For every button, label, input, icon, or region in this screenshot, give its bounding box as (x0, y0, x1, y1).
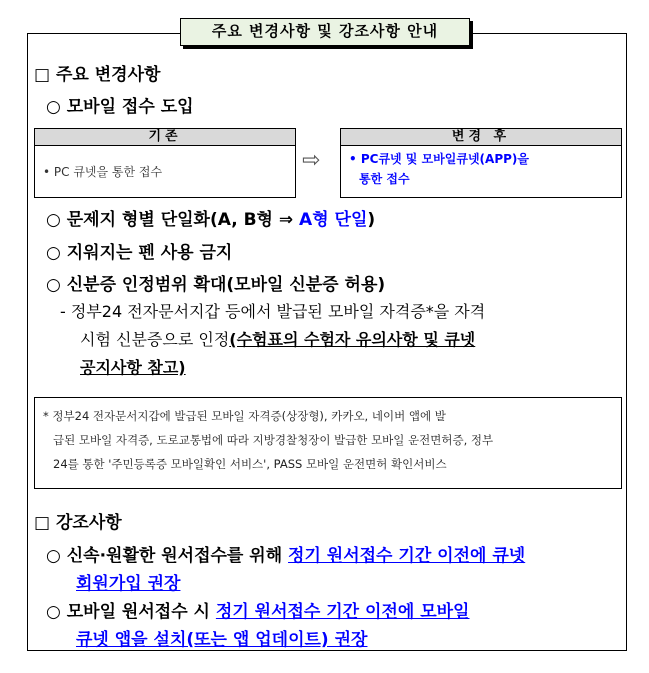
detail-line2-bold: (수험표의 수험자 유의사항 및 큐넷 (229, 330, 476, 349)
after-text-line1: • PC큐넷 및 모바일큐넷(APP)을 (349, 152, 529, 166)
item-single-test-type (46, 205, 375, 230)
after-label: 변경 후 (340, 128, 622, 146)
before-label: 기존 (34, 128, 296, 146)
emphasis-item2-link1: 정기 원서접수 기간 이전에 모바일 (215, 602, 470, 622)
arrow-icon: ⇨ (302, 148, 321, 173)
item-erasable-pen-ban: ○ 지워지는 펜 사용 금지 (46, 243, 233, 263)
footnote-line3: 24를 통한 '주민등록증 모바일확인 서비스', PASS 모바일 운전면허 확인서비스 (53, 457, 447, 471)
item-mobile-application: ○ 모바일 접수 도입 (46, 97, 194, 117)
emphasis-item1-link2: 회원가입 권장 (76, 574, 181, 594)
detail-line3: 공지사항 참고) (80, 358, 186, 377)
emphasis-item2-plain: ○ 모바일 원서접수 시 (46, 602, 216, 622)
after-box (340, 146, 622, 198)
footnote-box (34, 397, 622, 489)
detail-line1: - 정부24 전자문서지갑 등에서 발급된 모바일 자격증*을 자격 (60, 302, 486, 321)
detail-line2-plain: 시험 신분증으로 인정 (80, 330, 230, 349)
item2-prefix: ○ 문제지 형별 단일화(A, B형 ⇒ (46, 210, 300, 230)
footnote-line1: * 정부24 전자문서지갑에 발급된 모바일 자격증(상장형), 카카오, 네이버 앱에 발 (43, 409, 446, 423)
emphasis-item2-link2: 큐넷 앱을 설치(또는 앱 업데이트) 권장 (76, 630, 368, 650)
section-emphasis-heading: □ 강조사항 (34, 513, 122, 533)
notice-title: 주요 변경사항 및 강조사항 안내 (180, 18, 470, 46)
after-text-line2: 통한 접수 (359, 172, 410, 186)
detail-line2 (60, 326, 620, 354)
emphasis-item2 (46, 598, 622, 654)
emphasis-item1 (46, 542, 622, 598)
item2-suffix: ) (367, 210, 376, 230)
before-text: • PC 큐넷을 통한 접수 (43, 165, 163, 179)
before-box (34, 146, 296, 198)
emphasis-item1-link1: 정기 원서접수 기간 이전에 큐넷 (288, 546, 526, 566)
id-expansion-detail (60, 298, 620, 382)
item-id-expansion: ○ 신분증 인정범위 확대(모바일 신분증 허용) (46, 275, 386, 295)
item2-highlight: A형 단일 (299, 210, 368, 230)
emphasis-item1-plain: ○ 신속·원활한 원서접수를 위해 (46, 546, 289, 566)
section-main-changes-heading: □ 주요 변경사항 (34, 65, 161, 85)
footnote-line2: 급된 모바일 자격증, 도로교통법에 따라 지방경찰청장이 발급한 모바일 운전면허증, 정부 (53, 433, 494, 447)
